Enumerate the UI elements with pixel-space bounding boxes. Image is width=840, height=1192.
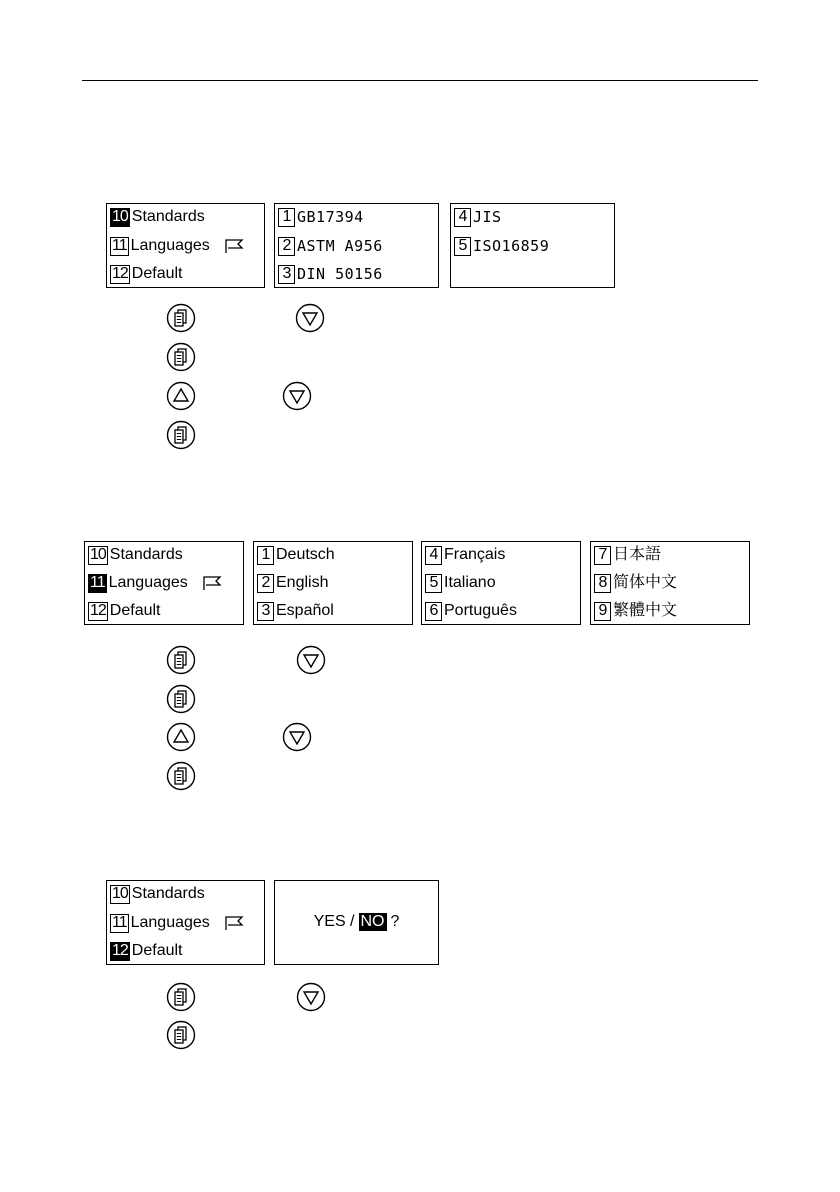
option-row[interactable]: [454, 235, 549, 257]
flag-icon: [224, 238, 244, 254]
menu-number-badge: 11: [90, 574, 105, 591]
menu-item-label: Languages: [130, 914, 210, 931]
header-rule: [82, 80, 758, 81]
menu-item-label: Standards: [131, 885, 205, 902]
option-label: DIN 50156: [297, 264, 383, 283]
option-label: Français: [444, 546, 506, 563]
languages-options-panel-1: [253, 541, 413, 625]
option-label: JIS: [473, 207, 502, 226]
default-menu-panel: [106, 880, 265, 965]
option-label: 繁體中文: [613, 602, 678, 619]
down-arrow-key-icon: [296, 645, 326, 675]
standards-options-panel-2: [450, 203, 615, 288]
languages-options-panel-2: [421, 541, 581, 625]
menu-key-icon: [166, 645, 196, 675]
option-number-badge: 2: [257, 574, 274, 593]
option-number-badge: 7: [594, 546, 611, 565]
option-label: ISO16859: [473, 236, 550, 255]
menu-item-label: Standards: [109, 546, 183, 563]
down-arrow-key-icon: [282, 722, 312, 752]
option-number-badge: 8: [594, 574, 611, 593]
option-number-badge: 5: [454, 237, 471, 256]
option-row[interactable]: [257, 544, 335, 566]
menu-key-icon: [166, 982, 196, 1012]
languages-menu-panel: [84, 541, 244, 625]
menu-item-label: Default: [131, 265, 183, 282]
menu-key-icon: [166, 342, 196, 372]
menu-row-default[interactable]: [88, 600, 161, 622]
menu-number-badge: 10: [90, 546, 106, 563]
up-arrow-key-icon: [166, 381, 196, 411]
option-number-badge: 4: [425, 546, 442, 565]
menu-item-label: Default: [131, 942, 183, 959]
option-number-badge: 5: [425, 574, 442, 593]
option-label: Português: [444, 602, 517, 619]
option-label: Deutsch: [276, 546, 335, 563]
option-row[interactable]: [278, 263, 383, 285]
flag-icon: [224, 915, 244, 931]
menu-number-badge: 10: [112, 885, 128, 902]
menu-row-standards[interactable]: [88, 544, 183, 566]
menu-key-icon: [166, 303, 196, 333]
menu-number-badge: 10: [112, 208, 128, 225]
down-arrow-key-icon: [295, 303, 325, 333]
standards-options-panel-1: [274, 203, 439, 288]
menu-number-badge: 12: [112, 265, 128, 282]
option-row[interactable]: [278, 206, 364, 228]
menu-number-badge: 12: [112, 942, 128, 959]
option-row[interactable]: [425, 572, 496, 594]
option-row[interactable]: [425, 600, 517, 622]
option-number-badge: 1: [278, 208, 295, 227]
option-label: 日本語: [613, 546, 662, 563]
option-label: 简体中文: [613, 574, 678, 591]
menu-number-badge: 11: [112, 914, 127, 931]
menu-key-icon: [166, 1020, 196, 1050]
menu-row-languages[interactable]: [88, 572, 222, 594]
menu-row-standards[interactable]: [110, 206, 205, 228]
option-row[interactable]: [594, 572, 677, 594]
option-number-badge: 1: [257, 546, 274, 565]
option-label: ASTM A956: [297, 236, 383, 255]
down-arrow-key-icon: [296, 982, 326, 1012]
menu-row-default[interactable]: [110, 940, 183, 962]
option-number-badge: 2: [278, 237, 295, 256]
option-number-badge: 4: [454, 208, 471, 227]
option-label: Italiano: [444, 574, 496, 591]
option-number-badge: 9: [594, 602, 611, 621]
option-row[interactable]: [257, 572, 328, 594]
standards-menu-panel: [106, 203, 265, 288]
menu-key-icon: [166, 684, 196, 714]
option-row[interactable]: [594, 600, 677, 622]
option-row[interactable]: [257, 600, 334, 622]
option-number-badge: 6: [425, 602, 442, 621]
option-number-badge: 3: [257, 602, 274, 621]
option-number-badge: 3: [278, 265, 295, 284]
flag-icon: [202, 575, 222, 591]
confirm-question-mark: ?: [390, 913, 400, 930]
menu-item-label: Languages: [108, 574, 188, 591]
confirm-prompt: [275, 913, 438, 931]
default-confirm-panel: [274, 880, 439, 965]
menu-number-badge: 11: [112, 237, 127, 254]
confirm-yes-option[interactable]: YES /: [313, 913, 355, 930]
confirm-no-option[interactable]: NO: [360, 913, 385, 930]
up-arrow-key-icon: [166, 722, 196, 752]
option-label: English: [276, 574, 329, 591]
menu-row-languages[interactable]: [110, 912, 244, 934]
menu-row-default[interactable]: [110, 263, 183, 285]
menu-key-icon: [166, 761, 196, 791]
menu-item-label: Default: [109, 602, 161, 619]
option-row[interactable]: [425, 544, 505, 566]
option-row[interactable]: [594, 544, 661, 566]
option-row[interactable]: [278, 235, 383, 257]
down-arrow-key-icon: [282, 381, 312, 411]
menu-row-languages[interactable]: [110, 235, 244, 257]
menu-row-standards[interactable]: [110, 883, 205, 905]
menu-number-badge: 12: [90, 602, 106, 619]
option-label: Español: [276, 602, 334, 619]
menu-item-label: Standards: [131, 208, 205, 225]
option-label: GB17394: [297, 207, 364, 226]
menu-key-icon: [166, 420, 196, 450]
menu-item-label: Languages: [130, 237, 210, 254]
option-row[interactable]: [454, 206, 502, 228]
languages-options-panel-3: [590, 541, 750, 625]
